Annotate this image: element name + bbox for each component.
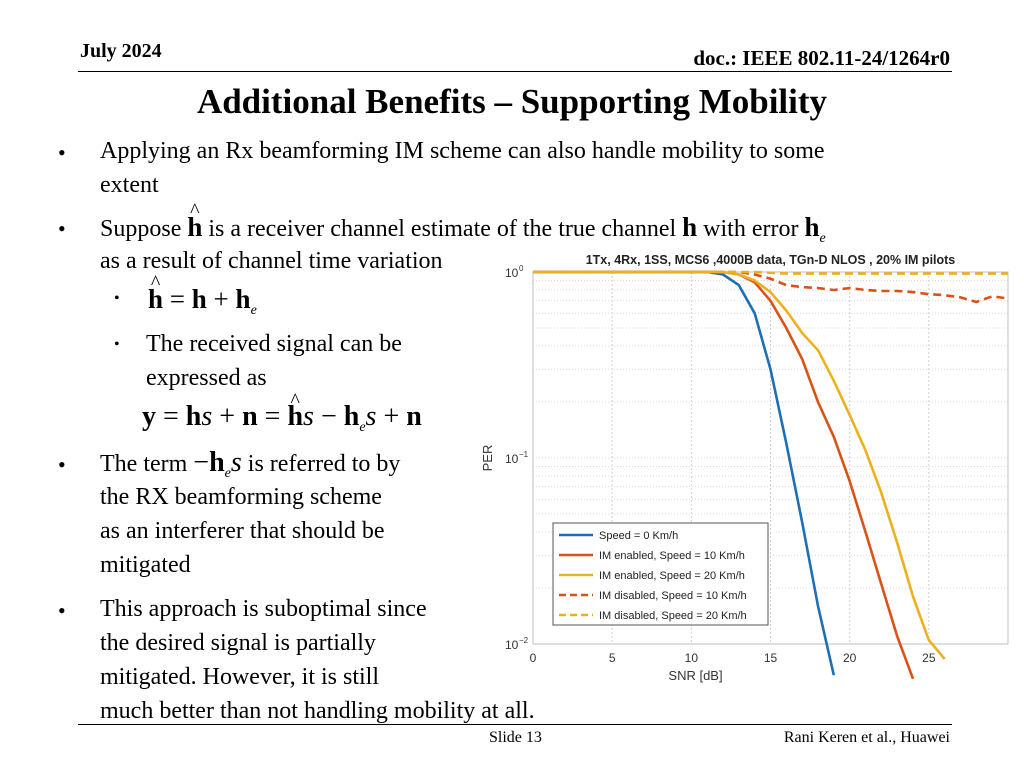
x-tick-label: 15 xyxy=(763,651,778,665)
header-divider xyxy=(78,71,952,72)
bullet-marker: • xyxy=(58,598,66,623)
sub-bullet-marker: • xyxy=(114,290,120,307)
footer-author: Rani Keren et al., Huawei xyxy=(783,729,950,746)
x-axis-label: SNR [dB] xyxy=(668,668,723,683)
bullet-marker: • xyxy=(58,140,66,165)
subscript-e: e xyxy=(819,231,826,246)
bullet-3-pre: The term xyxy=(100,451,188,477)
s-symbol: s xyxy=(303,401,314,432)
bullet-3-post: is referred to by xyxy=(247,451,401,477)
header-date: July 2024 xyxy=(80,40,162,62)
subscript-e: e xyxy=(359,420,366,435)
x-tick-label: 5 xyxy=(608,651,616,665)
y-tick-label: 10 xyxy=(505,452,519,466)
equation-estimate xyxy=(148,282,257,328)
slide-title: Additional Benefits – Supporting Mobility xyxy=(196,82,828,121)
slide-number: Slide 13 xyxy=(489,729,542,746)
bullet-marker: • xyxy=(58,452,66,477)
x-tick-label: 20 xyxy=(842,651,857,665)
bullet-marker: • xyxy=(58,216,66,241)
h-symbol: h xyxy=(185,401,202,432)
equals-sign: = xyxy=(169,284,186,314)
legend-entry: IM disabled, Speed = 10 Km/h xyxy=(599,590,747,602)
h-symbol: h xyxy=(209,447,225,478)
x-tick-label: 10 xyxy=(684,651,699,665)
sub-bullet-2-line-2: expressed as xyxy=(146,365,267,391)
y-tick-exponent: −2 xyxy=(519,636,529,645)
per-vs-snr-chart xyxy=(478,248,1014,688)
chart-title: 1Tx, 4Rx, 1SS, MCS6 ,4000B data, TGn-D NLOS , 20% IM pilots xyxy=(585,253,956,267)
legend-entry: IM enabled, Speed = 10 Km/h xyxy=(599,550,745,562)
y-tick-exponent: 0 xyxy=(519,264,524,273)
sub-bullet-2-line-1: The received signal can be xyxy=(146,331,402,357)
bullet-1-line-2: extent xyxy=(100,172,159,198)
bullet-1-line-1: Applying an Rx beamforming IM scheme can also handle mobility to some xyxy=(100,138,825,164)
x-tick-label: 25 xyxy=(922,651,936,665)
bullet-4-line-4: much better than not handling mobility at all. xyxy=(100,698,535,724)
equation-received-signal xyxy=(142,400,422,445)
y-axis-label: PER xyxy=(480,444,495,472)
s-symbol: s xyxy=(230,447,242,478)
plus-sign: + xyxy=(213,284,229,314)
n-symbol: n xyxy=(406,401,422,432)
h-hat-symbol: ^ h xyxy=(148,282,163,316)
bullet-2-pre: Suppose xyxy=(100,216,182,242)
minus-sign: − xyxy=(320,401,337,432)
legend-entry: IM enabled, Speed = 20 Km/h xyxy=(599,570,745,582)
bullet-4-line-2: the desired signal is partially xyxy=(100,630,376,656)
y-tick-exponent: −1 xyxy=(519,450,529,459)
y-tick-label: 10 xyxy=(505,266,519,280)
h-symbol: h xyxy=(804,212,820,242)
bullet-2-post: with error xyxy=(703,216,799,242)
plus-sign: + xyxy=(219,401,236,432)
header-doc-id: doc.: IEEE 802.11-24/1264r0 xyxy=(693,46,950,70)
bullet-2-line-2: as a result of channel time variation xyxy=(100,248,443,274)
bullet-3-line-4: mitigated xyxy=(100,552,191,578)
equals-sign: = xyxy=(163,401,179,432)
footer-divider xyxy=(78,724,952,725)
h-hat-symbol: ^ h xyxy=(187,210,202,244)
h-symbol: h xyxy=(191,284,207,314)
plus-sign: + xyxy=(383,401,400,432)
subscript-e: e xyxy=(250,303,257,318)
bullet-3-line-3: as an interferer that should be xyxy=(100,518,385,544)
h-symbol: h xyxy=(343,401,360,432)
bullet-4-line-1: This approach is suboptimal since xyxy=(100,596,427,622)
n-symbol: n xyxy=(242,401,258,432)
legend-entry: Speed = 0 Km/h xyxy=(599,530,679,542)
bullet-2-mid: is a receiver channel estimate of the true channel xyxy=(208,216,677,242)
x-tick-label: 0 xyxy=(529,651,537,665)
minus-sign: − xyxy=(193,447,210,478)
bullet-3-line-2: the RX beamforming scheme xyxy=(100,484,382,510)
h-symbol: h xyxy=(682,212,698,242)
sub-bullet-marker: • xyxy=(114,336,120,353)
equals-sign: = xyxy=(264,401,281,432)
bullet-4-line-3: mitigated. However, it is still xyxy=(100,664,379,690)
legend-entry: IM disabled, Speed = 20 Km/h xyxy=(599,610,747,622)
s-symbol: s xyxy=(365,401,377,432)
y-symbol: y xyxy=(142,401,156,432)
s-symbol: s xyxy=(201,401,213,432)
h-hat-symbol: ^ h xyxy=(287,400,303,434)
h-symbol: h xyxy=(235,284,251,314)
y-tick-label: 10 xyxy=(505,638,519,652)
subscript-e: e xyxy=(224,466,231,481)
